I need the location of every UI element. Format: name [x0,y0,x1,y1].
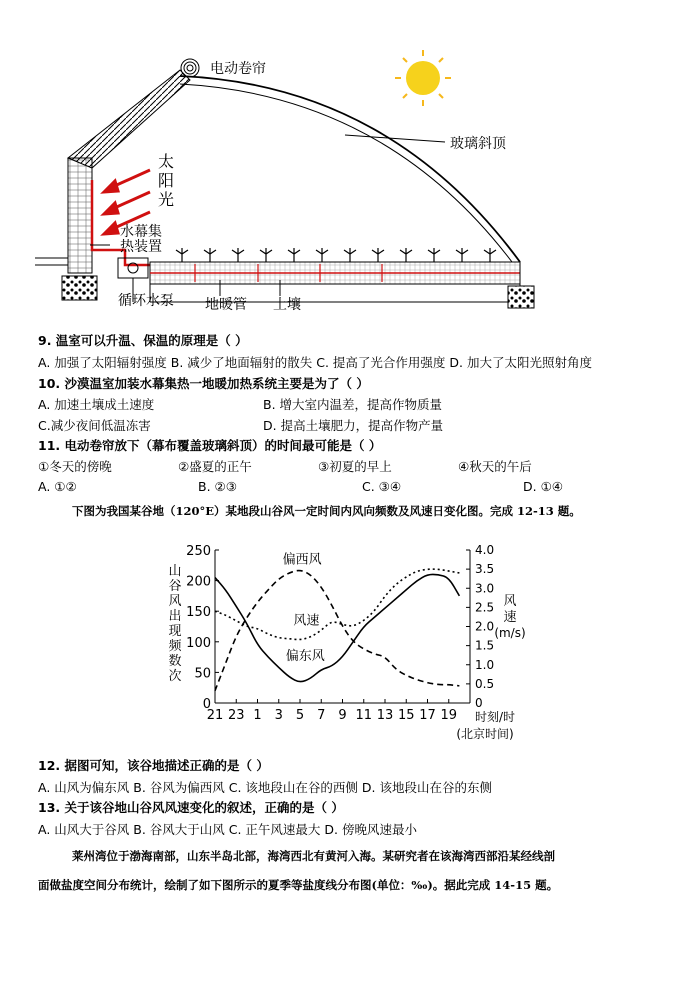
q11-stem: 11. 电动卷帘放下（幕布覆盖玻璃斜顶）的时间最可能是（ ） [38,438,382,453]
q10-option-d: D. 提高土壤肥力，提高作物产量 [263,418,444,433]
x-tick-label: 9 [338,708,347,723]
intro-14-15-line1: 莱州湾位于渤海南部，山东半岛北部，海湾西北有黄河入海。某研究者在该海湾西部沿某经线剖 [72,849,555,863]
series-label-speed: 风速 [293,613,320,629]
y-left-label-char: 山 [168,564,182,579]
right-tick-label: 2.5 [475,600,495,615]
q11-statement-2: ②盛夏的正午 [178,459,252,474]
x-tick-label: 13 [376,708,394,723]
y-left-label-char: 现 [168,624,182,639]
left-tick-label: 150 [186,605,211,621]
right-tick-label: 1.0 [475,657,495,672]
curtain-label: 电动卷帘 [210,61,266,77]
q13-options: A. 山风大于谷风 B. 谷风大于山风 C. 正午风速最大 D. 傍晚风速最小 [38,822,417,837]
right-tick-label: 2.0 [475,619,495,634]
q11-statement-4: ④秋天的午后 [458,459,532,474]
y-left-label-char: 出 [168,609,182,624]
left-tick-label: 50 [194,666,211,682]
q11-option-b: B. ②③ [198,479,237,494]
curtain-roll-icon [181,59,199,77]
y-left-label-char: 谷 [168,579,182,594]
greenhouse-diagram [30,40,590,325]
left-tick-label: 250 [186,544,211,559]
q9-options: A. 加强了太阳辐射强度 B. 减少了地面辐射的散失 C. 提高了光合作用强度 D. 加大了太阳光照射角度 [38,355,592,370]
footing-left [62,276,97,300]
q10-option-a: A. 加速土壤成土速度 [38,397,155,412]
y-left-label-char: 数 [168,654,182,669]
left-tick-label: 200 [186,574,211,590]
x-tick-label: 1 [253,708,262,723]
glass-roof-label: 玻璃斜顶 [450,136,506,152]
right-tick-label: 0.5 [475,676,495,691]
q11-statement-3: ③初夏的早上 [318,459,392,474]
x-tick-label: 11 [355,708,373,723]
x-tick-label: 3 [274,708,283,723]
sunlight-label-char: 太 [158,152,175,171]
q10-option-b: B. 增大室内温差，提高作物质量 [263,397,443,412]
x-tick-label: 19 [440,708,458,723]
q11-option-c: C. ③④ [362,479,402,494]
y-right-label-char: 速 [503,610,517,625]
y-right-label-unit: (m/s) [494,626,526,640]
q13-stem: 13. 关于该谷地山谷风风速变化的叙述，正确的是（ ） [38,800,344,815]
sunlight-label-char: 光 [158,190,175,209]
left-tick-label: 0 [202,697,211,712]
x-tick-label: 15 [397,708,415,723]
q11-option-d: D. ①④ [523,479,563,494]
x-tick-label: 5 [295,708,305,723]
collector-label [120,225,162,255]
intro-14-15-line2: 面做盐度空间分布统计，绘制了如下图所示的夏季等盐度线分布图(单位：‰)。据此完成 14-15 题。 [38,878,559,892]
series-line-风速 [215,569,459,639]
sun-icon [395,50,451,106]
y-right-label-char: 风 [503,594,517,609]
collector-label-line: 水幕集 [120,224,162,240]
x-tick-label: 23 [227,708,245,723]
series-line-偏西风 [215,571,459,691]
sunlight-label [158,152,174,209]
q11-statement-1: ①冬天的傍晚 [38,459,112,474]
plants [176,248,496,262]
x-tick-label: 21 [206,708,224,723]
q10-stem: 10. 沙漠温室加装水幕集热一地暖加热系统主要是为了（ ） [38,376,369,391]
intro-12-13: 下图为我国某谷地（120°E）某地段山谷风一定时间内风向频数及风速日变化图。完成 12-13 题。 [72,504,581,518]
x-tick-label: 17 [419,708,436,723]
x-label-line1: 时刻/时 [474,710,516,724]
glass-roof-arch [180,76,520,262]
q12-options: A. 山风为偏东风 B. 谷风为偏西风 C. 该地段山在谷的西侧 D. 该地段山在谷的东侧 [38,780,492,795]
footing-right [508,286,534,308]
y-left-label-char: 次 [168,669,182,684]
q12-stem: 12. 据图可知，该谷地描述正确的是（ ） [38,758,269,773]
x-label-line2: (北京时间) [456,727,514,741]
y-left-label-char: 频 [168,639,182,654]
x-tick-label: 7 [317,708,326,723]
sunlight-label-char: 阳 [158,171,175,190]
right-tick-label: 1.5 [475,638,495,653]
series-label-east: 偏东风 [285,649,325,665]
right-tick-label: 0 [475,696,483,710]
valley-wind-chart [160,535,530,745]
pump-box [118,258,148,278]
q10-option-c: C.减少夜间低温冻害 [38,418,151,433]
collector-label-line: 热装置 [120,239,162,255]
right-tick-label: 3.0 [475,581,495,596]
q11-option-a: A. ①② [38,479,77,494]
left-tick-label: 100 [186,635,211,651]
pump-label: 循环水泵 [118,293,174,309]
floor-pipe-label: 地暖管 [205,297,247,313]
north-wall [68,158,92,273]
series-label-west: 偏西风 [282,552,322,568]
q9-stem: 9. 温室可以升温、保温的原理是（ ） [38,333,248,348]
right-tick-label: 4.0 [475,543,495,557]
right-tick-label: 3.5 [475,562,495,577]
soil-label: 土壤 [273,297,301,313]
y-left-label-char: 风 [168,594,182,609]
